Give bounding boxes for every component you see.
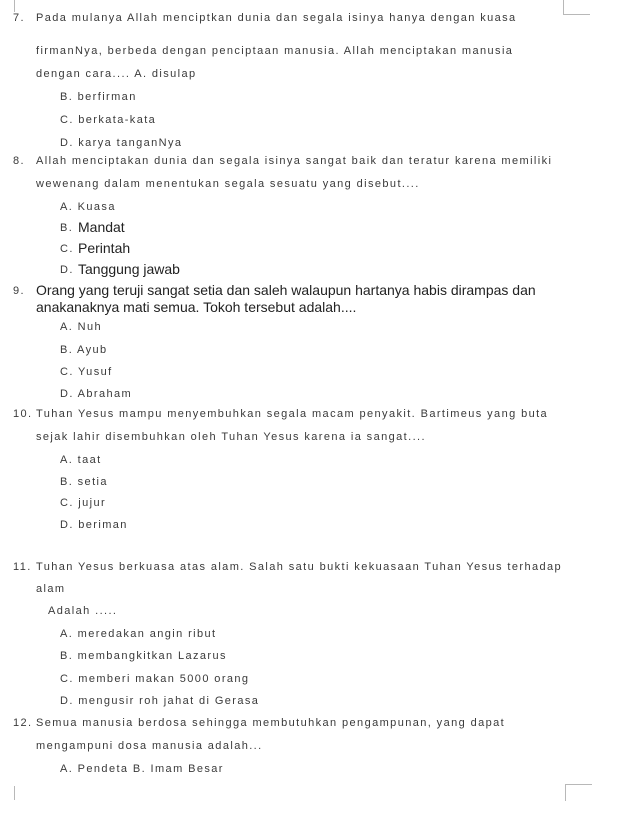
answer-option: D. karya tanganNya <box>60 137 183 149</box>
answer-option-text: Tanggung jawab <box>78 261 180 277</box>
question-number: 10. <box>13 408 33 420</box>
question-number: 11. <box>13 561 32 573</box>
question-stem-line: sejak lahir disembuhkan oleh Tuhan Yesus karena ia sangat.... <box>36 431 426 443</box>
question-stem-line: anakanaknya mati semua. Tokoh tersebut adalah.... <box>36 299 357 315</box>
question-stem-line: Allah menciptakan dunia dan segala isinya sangat baik dan teratur karena memiliki <box>36 155 553 167</box>
question-stem-line: alam <box>36 583 66 595</box>
answer-option: C. Yusuf <box>60 366 113 378</box>
answer-option-text: Perintah <box>78 240 131 256</box>
question-stem-line: Tuhan Yesus mampu menyembuhkan segala macam penyakit. Bartimeus yang buta <box>36 408 549 420</box>
answer-option: D. mengusir roh jahat di Gerasa <box>60 695 260 707</box>
answer-option: C. memberi makan 5000 orang <box>60 673 250 685</box>
question-number: 7. <box>13 12 25 24</box>
answer-option: B. membangkitkan Lazarus <box>60 650 227 662</box>
question-stem-line: dengan cara.... A. disulap <box>36 68 197 80</box>
answer-option: D. Abraham <box>60 388 133 400</box>
question-stem-line: Orang yang teruji sangat setia dan saleh walaupun hartanya habis dirampas dan <box>36 282 536 298</box>
question-stem-line: Semua manusia berdosa sehingga membutuhkan pengampunan, yang dapat <box>36 717 506 729</box>
question-stem-line: firmanNya, berbeda dengan penciptaan manusia. Allah menciptakan manusia <box>36 45 514 57</box>
question-number: 9. <box>13 285 25 297</box>
answer-option-text: Mandat <box>78 219 125 235</box>
answer-option: A. meredakan angin ribut <box>60 628 217 640</box>
answer-option: C. jujur <box>60 497 107 509</box>
answer-option-letter: D. <box>60 264 74 276</box>
crop-mark-top-left <box>14 0 16 12</box>
answer-option: A. Nuh <box>60 321 103 333</box>
crop-mark-bottom-right <box>565 784 592 801</box>
question-number: 12. <box>13 717 33 729</box>
answer-option: A. Pendeta B. Imam Besar <box>60 763 224 775</box>
question-number: 8. <box>13 155 25 167</box>
answer-option: B. berfirman <box>60 91 137 103</box>
answer-option: B. setia <box>60 476 108 488</box>
answer-option: A. Kuasa <box>60 201 116 213</box>
question-stem-line: Tuhan Yesus berkuasa atas alam. Salah satu bukti kekuasaan Tuhan Yesus terhadap <box>36 561 563 573</box>
answer-option: D. beriman <box>60 519 128 531</box>
answer-option: A. taat <box>60 454 102 466</box>
answer-option-letter: C. <box>60 243 74 255</box>
question-stem-line: Adalah ..... <box>48 605 118 617</box>
question-stem-line: mengampuni dosa manusia adalah... <box>36 740 263 752</box>
crop-mark-bottom-left <box>14 786 16 800</box>
question-stem-line: Pada mulanya Allah menciptkan dunia dan segala isinya hanya dengan kuasa <box>36 12 517 24</box>
answer-option: C. berkata-kata <box>60 114 157 126</box>
crop-mark-top-right <box>563 0 590 15</box>
answer-option: B. Ayub <box>60 344 108 356</box>
answer-option-letter: B. <box>60 222 74 234</box>
question-stem-line: wewenang dalam menentukan segala sesuatu yang disebut.... <box>36 178 420 190</box>
